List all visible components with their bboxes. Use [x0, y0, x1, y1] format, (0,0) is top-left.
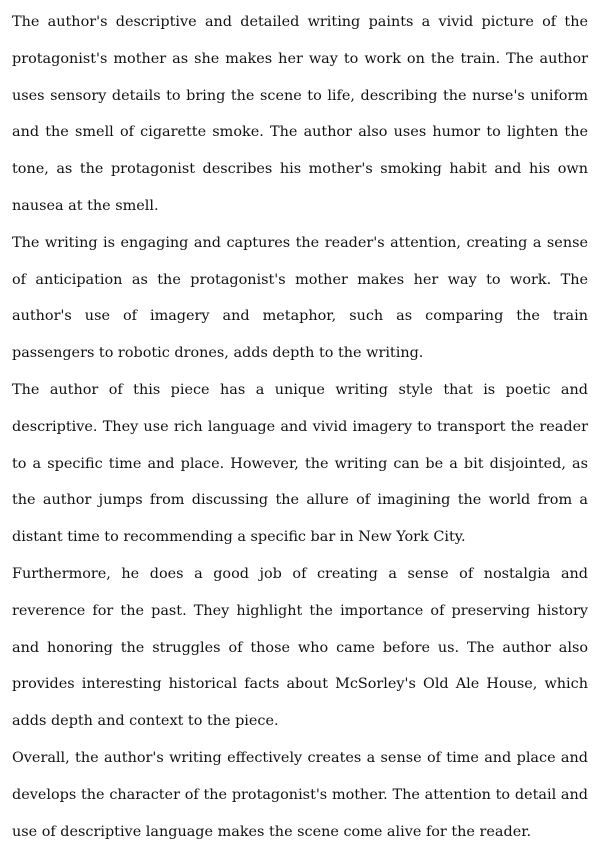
paragraph-1: The author's descriptive and detailed writing paints a vivid picture of the protagonist's mother as she makes her way to work on the train. The author uses sensory details to bring the scene to life, describing the nurse's uniform and the smell of cigarette smoke. The author also uses humor to lighten the tone, as the protagonist describes his mother's smoking habit and his own nausea at the smell.: [12, 14, 588, 214]
paragraph-2: The writing is engaging and captures the reader's attention, creating a sense of anticipation as the protagonist's mother makes her way to work. The author's use of imagery and metaphor, such as comparing the train passengers to robotic drones, adds depth to the writing.: [12, 234, 588, 362]
paragraph-5: Overall, the author's writing effectively creates a sense of time and place and develops the character of the protagonist's mother. The attention to detail and use of descriptive language makes the scene come alive for the reader.: [12, 749, 588, 840]
paragraph-3: The author of this piece has a unique writing style that is poetic and descriptive. They use rich language and vivid imagery to transport the reader to a specific time and place. However, the writing can be a bit disjointed, as the author jumps from discussing the allure of imagining the world from a distant time to recommending a specific bar in New York City.: [12, 381, 588, 546]
paragraph-4: Furthermore, he does a good job of creating a sense of nostalgia and reverence for the past. They highlight the importance of preserving history and honoring the struggles of those who came before us. The author also provides interesting historical facts about McSorley's Old Ale House, which adds depth and context to the piece.: [12, 565, 588, 730]
